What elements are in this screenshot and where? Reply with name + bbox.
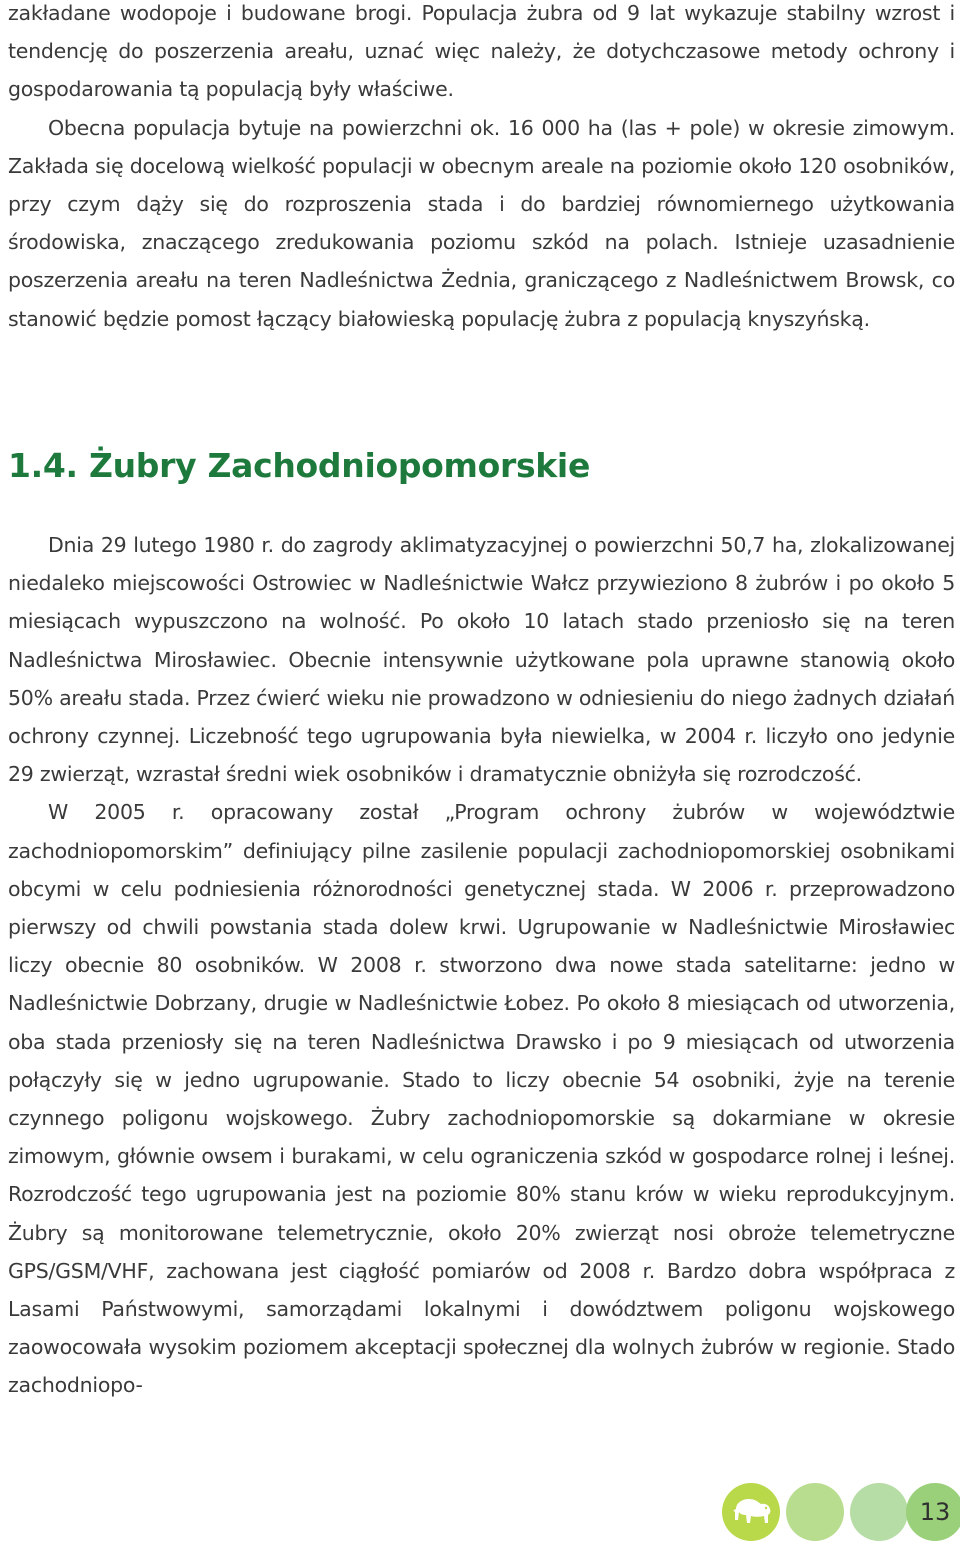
paragraph-1: zakładane wodopoje i budowane brogi. Populacja żubra od 9 lat wykazuje stabilny wzrost i tendencję do poszerzenia areału, uznać więc należy, że dotychczasowe metody ochrony i gospodarowania tą populacją były właściwe. [8, 1, 955, 102]
section-heading: 1.4. Żubry Zachodniopomorskie [8, 446, 591, 485]
bison-icon [730, 1495, 774, 1529]
footer-circle-1 [722, 1483, 780, 1541]
page-number: 13 [919, 1498, 951, 1526]
section-body [8, 526, 955, 1405]
page-body [8, 0, 955, 338]
section-paragraph-2: W 2005 r. opracowany został „Program ochrony żubrów w województwie zachodniopomorskim” definiujący pilne zasilenie populacji zachodniopomorskiej osobnikami obcymi w celu podniesienia różnorodności genetycznej stada. W 2006 r. przeprowadzono pierwszy od chwili powstania stada dolew krwi. Ugrupowanie w Nadleśnictwie Mirosławiec liczy obecnie 80 osobników. W 2008 r. stworzono dwa nowe stada satelitarne: jedno w Nadleśnictwie Dobrzany, drugie w Nadleśnictwie Łobez. Po około 8 miesiącach od utworzenia, oba stada przeniosły się na teren Nadleśnictwa Drawsko i po 9 miesiącach od utworzenia połączyły się w jedno ugrupowanie. Stado to liczy obecnie 54 osobniki, żyje na terenie czynnego poligonu wojskowego. Żubry zachodniopomorskie są dokarmiane w okresie zimowym, głównie owsem i burakami, w celu ograniczenia szkód w gospodarce rolnej i leśnej. Rozrodczość tego ugrupowania jest na poziomie 80% stanu krów w wieku reprodukcyjnym. Żubry są monitorowane telemetrycznie, około 20% zwierząt nosi obroże telemetryczne GPS/GSM/VHF, zachowana jest ciągłość pomiarów od 2008 r. Bardzo dobra współpraca z Lasami Państwowymi, samorządami lokalnymi i dowództwem poligonu wojskowego zaowocowała wysokim poziomem akceptacji społecznej dla wolnych żubrów w regionie. Stado zachodniopo- [8, 800, 955, 1398]
page-footer [722, 1483, 960, 1543]
paragraph-2: Obecna populacja bytuje na powierzchni ok. 16 000 ha (las + pole) w okresie zimowym. Zakłada się docelową wielkość populacji w obecnym areale na poziomie około 120 osobników, przy czym dąży się do rozproszenia stada i do bardziej równomiernego użytkowania środowiska, znaczącego zredukowania poziomu szkód na polach. Istnieje uzasadnienie poszerzenia areału na teren Nadleśnictwa Żednia, graniczącego z Nadleśnictwem Browsk, co stanowić będzie pomost łączący białowieską populację żubra z populacją knyszyńską. [8, 115, 955, 331]
footer-circle-2 [786, 1483, 844, 1541]
footer-circle-3 [850, 1483, 908, 1541]
section-paragraph-1: Dnia 29 lutego 1980 r. do zagrody aklimatyzacyjnej o powierzchni 50,7 ha, zlokalizowanej niedaleko miejscowości Ostrowiec w Nadleśnictwie Wałcz przywieziono 8 żubrów i po około 5 miesiącach wypuszczono na wolność. Po około 10 latach stado przeniosło się na teren Nadleśnictwa Mirosławiec. Obecnie intensywnie użytkowane pola uprawne stanowią około 50% areału stada. Przez ćwierć wieku nie prowadzono w odniesieniu do niego żadnych działań ochrony czynnej. Liczebność tego ugrupowania była niewielka, w 2004 r. liczyło ono jedynie 29 zwierząt, wzrastał średni wiek osobników i dramatycznie obniżyła się rozrodczość. [8, 533, 955, 787]
